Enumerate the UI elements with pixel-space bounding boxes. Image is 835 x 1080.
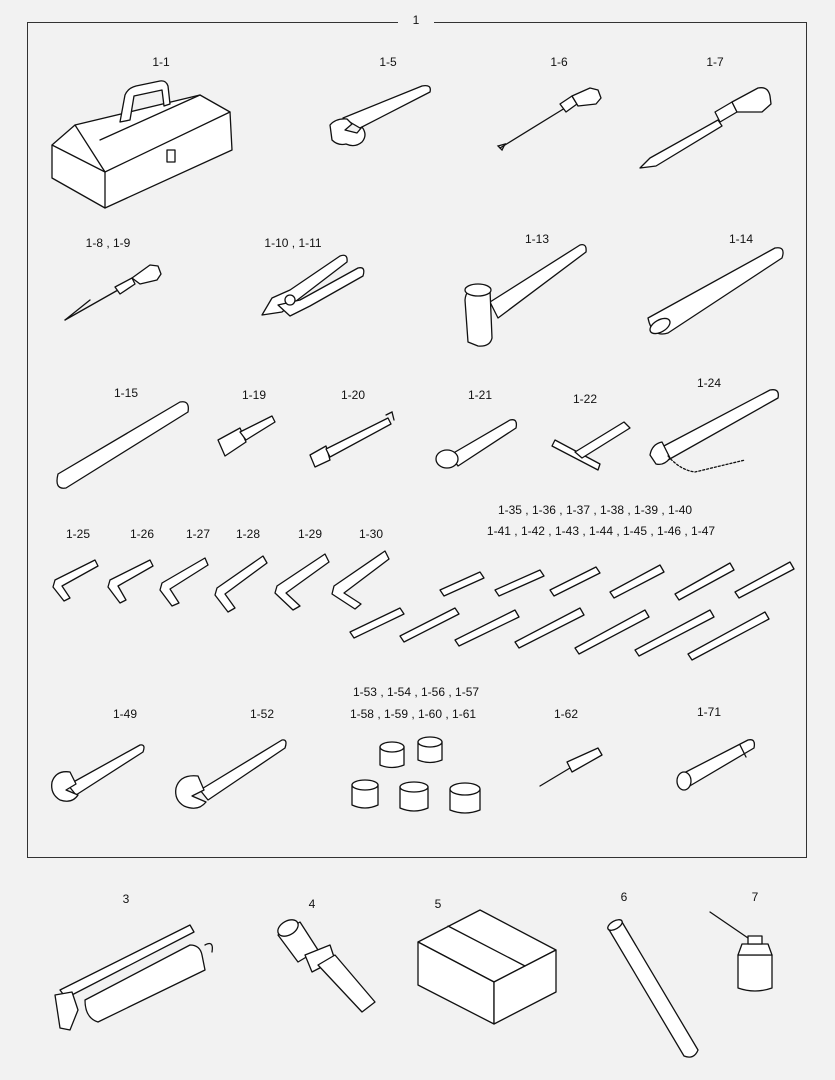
label-pliers: 1-10 , 1-11 xyxy=(264,236,322,250)
label-pin-punch: 1-62 xyxy=(553,707,579,721)
label-hex-key-1: 1-25 xyxy=(65,527,91,541)
label-extension-long: 1-20 xyxy=(340,388,366,402)
screwdriver-small-drawing xyxy=(498,88,601,150)
wrench-set-drawing xyxy=(350,562,794,660)
label-ratchet: 1-21 xyxy=(467,388,493,402)
pipe-drawing xyxy=(606,918,698,1058)
pliers-drawing xyxy=(262,255,364,316)
label-big-wrench-2: 1-52 xyxy=(249,707,275,721)
label-hex-key-2: 1-26 xyxy=(129,527,155,541)
adjustable-wrench-drawing xyxy=(330,86,430,146)
label-screwdriver-large: 1-7 xyxy=(706,55,724,69)
oil-can-drawing xyxy=(710,912,772,991)
label-extension-short: 1-19 xyxy=(241,388,267,402)
hammer-drawing xyxy=(465,245,586,346)
label-wrench-set-1: 1-35 , 1-36 , 1-37 , 1-38 , 1-39 , 1-40 xyxy=(497,503,693,517)
label-hammer: 1-13 xyxy=(524,232,550,246)
extension-short-drawing xyxy=(218,416,275,456)
label-box-spanner: 1-71 xyxy=(696,705,722,719)
screwdriver-large-drawing xyxy=(640,88,771,168)
group-label: 1 xyxy=(398,13,434,27)
label-oil-can: 7 xyxy=(751,890,759,904)
label-hex-key-5: 1-29 xyxy=(297,527,323,541)
ratchet-drawing xyxy=(436,420,516,468)
label-t-handle: 1-22 xyxy=(572,392,598,406)
tube-drawing xyxy=(647,248,783,337)
label-hex-key-4: 1-28 xyxy=(235,527,261,541)
toolbox-drawing xyxy=(52,81,232,208)
label-hex-key-6: 1-30 xyxy=(358,527,384,541)
hex-keys-drawing xyxy=(53,551,389,612)
grease-gun-drawing xyxy=(55,925,212,1030)
big-wrench-1-drawing xyxy=(52,745,144,801)
label-grease-gun: 3 xyxy=(122,892,130,906)
big-wrench-2-drawing xyxy=(176,740,286,808)
box-spanner-drawing xyxy=(677,740,754,790)
label-awl: 1-8 , 1-9 xyxy=(85,236,131,250)
label-socket-set-2: 1-58 , 1-59 , 1-60 , 1-61 xyxy=(349,707,477,721)
t-handle-drawing xyxy=(552,422,630,470)
label-grease-nozzle: 4 xyxy=(308,897,316,911)
label-chain-wrench: 1-24 xyxy=(696,376,722,390)
label-tube: 1-14 xyxy=(728,232,754,246)
label-box: 5 xyxy=(434,897,442,911)
chain-wrench-drawing xyxy=(650,390,778,472)
label-toolbox: 1-1 xyxy=(152,55,170,69)
label-pipe: 6 xyxy=(620,890,628,904)
extension-long-drawing xyxy=(310,412,394,467)
label-big-wrench-1: 1-49 xyxy=(112,707,138,721)
sockets-drawing xyxy=(352,737,480,813)
label-screwdriver-small: 1-6 xyxy=(550,55,568,69)
awl-drawing xyxy=(65,265,161,320)
label-rod: 1-15 xyxy=(113,386,139,400)
grease-nozzle-drawing xyxy=(275,916,375,1012)
label-wrench-set-2: 1-41 , 1-42 , 1-43 , 1-44 , 1-45 , 1-46 , 1-47 xyxy=(486,524,716,538)
label-hex-key-3: 1-27 xyxy=(185,527,211,541)
box-drawing xyxy=(418,910,556,1024)
label-socket-set-1: 1-53 , 1-54 , 1-56 , 1-57 xyxy=(352,685,480,699)
pin-punch-drawing xyxy=(540,748,602,786)
rod-drawing xyxy=(57,402,188,489)
label-adjustable-wrench: 1-5 xyxy=(379,55,397,69)
